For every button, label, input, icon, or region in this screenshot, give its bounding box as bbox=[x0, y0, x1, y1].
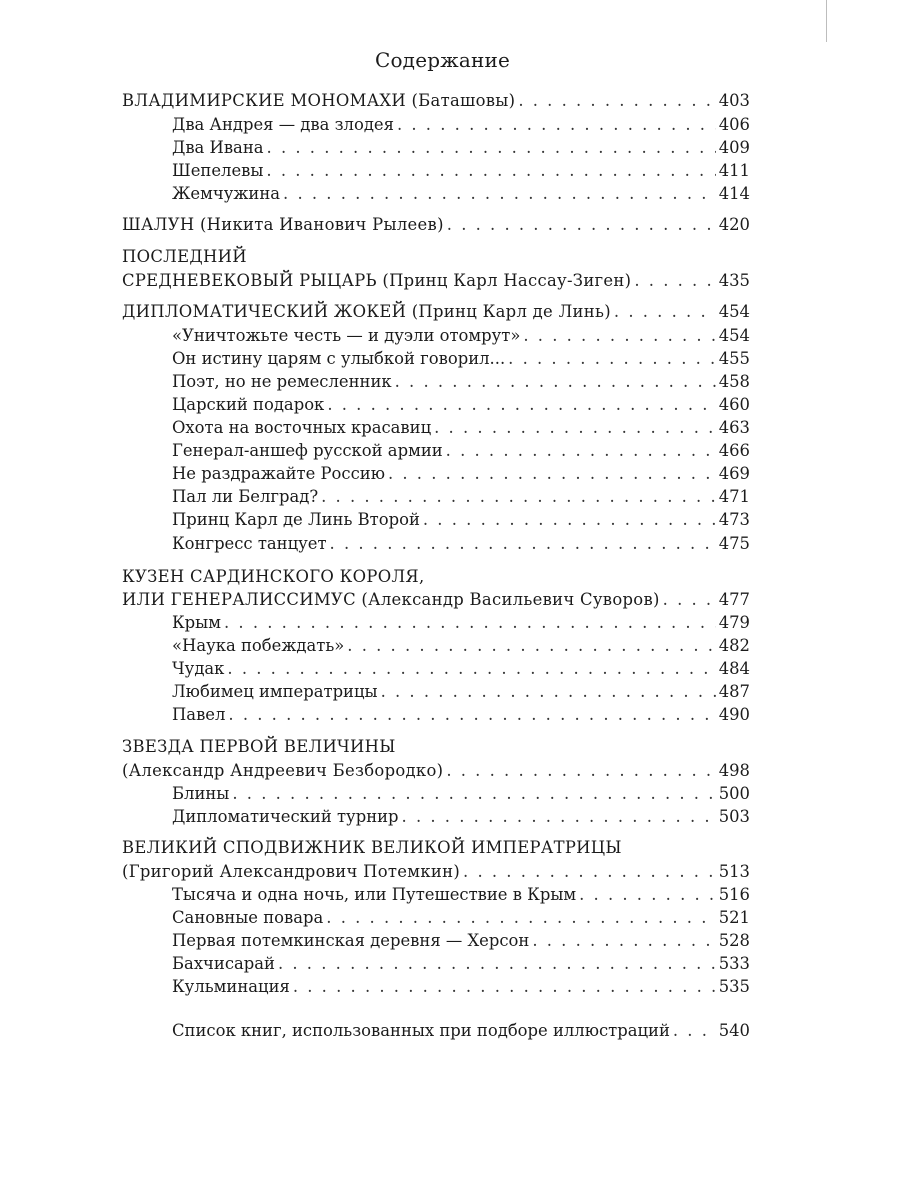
toc-subentry[interactable] bbox=[172, 612, 750, 634]
toc-subentry[interactable] bbox=[172, 907, 750, 929]
dot-leader bbox=[232, 783, 715, 805]
toc-subentry[interactable] bbox=[172, 417, 750, 439]
page-number: 414 bbox=[718, 184, 750, 203]
dot-leader bbox=[266, 160, 715, 182]
entry-title: Первая потемкинская деревня — Херсон bbox=[172, 931, 530, 950]
dot-leader bbox=[293, 976, 716, 998]
page-number: 471 bbox=[718, 487, 750, 506]
toc-subentry[interactable] bbox=[172, 371, 750, 393]
entry-title: Блины bbox=[172, 784, 230, 803]
entry-title: Пал ли Белград? bbox=[172, 487, 319, 506]
toc-entry-potemkin[interactable] bbox=[122, 861, 750, 883]
toc-subentry[interactable] bbox=[172, 463, 750, 485]
page-number: 409 bbox=[718, 138, 750, 157]
entry-title-line1: ПОСЛЕДНИЙ bbox=[122, 247, 247, 266]
toc-entry-ryleev[interactable] bbox=[122, 214, 750, 236]
page-number: 454 bbox=[718, 326, 750, 345]
dot-leader bbox=[224, 612, 716, 634]
entry-title: Не раздражайте Россию bbox=[172, 464, 385, 483]
entry-title: Конгресс танцует bbox=[172, 534, 327, 553]
page-number: 420 bbox=[718, 215, 750, 234]
dot-leader bbox=[381, 681, 716, 703]
dot-leader bbox=[227, 658, 715, 680]
dot-leader bbox=[283, 183, 716, 205]
dot-leader bbox=[327, 394, 715, 416]
entry-title: Сановные повара bbox=[172, 908, 324, 927]
dot-leader bbox=[388, 463, 716, 485]
toc-subentry[interactable] bbox=[172, 681, 750, 703]
page-number: 516 bbox=[718, 885, 750, 904]
page-number: 454 bbox=[718, 302, 750, 321]
toc-subentry[interactable] bbox=[172, 704, 750, 726]
dot-leader bbox=[423, 509, 716, 531]
dot-leader bbox=[523, 325, 715, 347]
entry-title: Чудак bbox=[172, 659, 225, 678]
page-number: 498 bbox=[718, 761, 750, 780]
entry-title: «Уничтожьте честь — и дуэли отомрут» bbox=[172, 326, 521, 345]
toc-subentry[interactable] bbox=[172, 635, 750, 657]
toc-entry-de-ligne[interactable] bbox=[122, 301, 750, 323]
dot-leader bbox=[347, 635, 715, 657]
page-number: 482 bbox=[718, 636, 750, 655]
entry-title: (Александр Андреевич Безбородко) bbox=[122, 761, 444, 780]
dot-leader bbox=[321, 486, 716, 508]
entry-title: Поэт, но не ремесленник bbox=[172, 372, 392, 391]
toc-subentry[interactable] bbox=[172, 884, 750, 906]
entry-title: Царский подарок bbox=[172, 395, 325, 414]
entry-title: ШАЛУН (Никита Иванович Рылеев) bbox=[122, 215, 444, 234]
dot-leader bbox=[326, 907, 715, 929]
toc-subentry[interactable] bbox=[172, 114, 750, 136]
dot-leader bbox=[402, 806, 716, 828]
entry-title: Крым bbox=[172, 613, 221, 632]
toc-subentry[interactable] bbox=[172, 806, 750, 828]
entry-title: (Григорий Александрович Потемкин) bbox=[122, 862, 461, 881]
entry-title: Кульминация bbox=[172, 977, 290, 996]
toc-subentry[interactable] bbox=[172, 533, 750, 555]
toc-subentry[interactable] bbox=[172, 325, 750, 347]
entry-title: Тысяча и одна ночь, или Путешествие в Крым bbox=[172, 885, 577, 904]
page-number: 435 bbox=[718, 271, 750, 290]
toc-subentry[interactable] bbox=[172, 348, 750, 370]
page-number: 411 bbox=[718, 161, 750, 180]
page-number: 484 bbox=[718, 659, 750, 678]
entry-title: Охота на восточных красавиц bbox=[172, 418, 432, 437]
page-number: 540 bbox=[718, 1021, 750, 1040]
dot-leader bbox=[228, 704, 715, 726]
toc-subentry[interactable] bbox=[172, 930, 750, 952]
entry-title: Любимец императрицы bbox=[172, 682, 378, 701]
entry-title: СРЕДНЕВЕКОВЫЙ РЫЦАРЬ (Принц Карл Нассау-Зиген) bbox=[122, 271, 632, 290]
page-number: 500 bbox=[718, 784, 750, 803]
dot-leader bbox=[447, 214, 716, 236]
page-number: 535 bbox=[718, 977, 750, 996]
dot-leader bbox=[395, 371, 716, 393]
page-number: 513 bbox=[718, 862, 750, 881]
entry-title: ИЛИ ГЕНЕРАЛИССИМУС (Александр Васильевич Суворов) bbox=[122, 590, 660, 609]
toc-subentry[interactable] bbox=[172, 183, 750, 205]
entry-title: Принц Карл де Линь Второй bbox=[172, 510, 420, 529]
dot-leader bbox=[397, 114, 716, 136]
page-number: 503 bbox=[718, 807, 750, 826]
dot-leader bbox=[330, 533, 716, 555]
page-number: 490 bbox=[718, 705, 750, 724]
dot-leader bbox=[278, 953, 716, 975]
toc-entry-nassau-siegen[interactable] bbox=[122, 270, 750, 292]
entry-title: Шепелевы bbox=[172, 161, 264, 180]
page-number: 455 bbox=[718, 349, 750, 368]
entry-title: Павел bbox=[172, 705, 226, 724]
entry-title: Он истину царям с улыбкой говорил... bbox=[172, 349, 506, 368]
entry-title: Два Андрея — два злодея bbox=[172, 115, 394, 134]
dot-leader bbox=[673, 1020, 716, 1042]
dot-leader bbox=[532, 930, 715, 952]
toc-subentry[interactable] bbox=[172, 953, 750, 975]
toc-entry-bezborodko[interactable] bbox=[122, 760, 750, 782]
entry-title-line1: ЗВЕЗДА ПЕРВОЙ ВЕЛИЧИНЫ bbox=[122, 737, 396, 756]
entry-title-line1: КУЗЕН САРДИНСКОГО КОРОЛЯ, bbox=[122, 567, 425, 586]
dot-leader bbox=[434, 417, 716, 439]
toc-subentry[interactable] bbox=[172, 783, 750, 805]
toc-subentry[interactable] bbox=[172, 394, 750, 416]
page-number: 466 bbox=[718, 441, 750, 460]
entry-title: Генерал-аншеф русской армии bbox=[172, 441, 443, 460]
page-number: 458 bbox=[718, 372, 750, 391]
toc-subentry[interactable] bbox=[172, 160, 750, 182]
page-number: 487 bbox=[718, 682, 750, 701]
toc-subentry[interactable] bbox=[172, 137, 750, 159]
page-number: 533 bbox=[718, 954, 750, 973]
entry-title: ВЛАДИМИРСКИЕ МОНОМАХИ (Баташовы) bbox=[122, 91, 516, 110]
page-number: 475 bbox=[718, 534, 750, 553]
entry-title: Дипломатический турнир bbox=[172, 807, 399, 826]
entry-title: ДИПЛОМАТИЧЕСКИЙ ЖОКЕЙ (Принц Карл де Линь) bbox=[122, 302, 611, 321]
dot-leader bbox=[579, 884, 716, 906]
page-title: Содержание bbox=[374, 48, 511, 72]
toc-entry-illustrations-bibliography[interactable] bbox=[172, 1020, 750, 1042]
toc-subentry[interactable] bbox=[172, 976, 750, 998]
entry-title: Бахчисарай bbox=[172, 954, 275, 973]
entry-title: Жемчужина bbox=[172, 184, 281, 203]
dot-leader bbox=[267, 137, 716, 159]
dot-leader bbox=[634, 270, 715, 292]
toc-subentry[interactable] bbox=[172, 658, 750, 680]
toc-subentry[interactable] bbox=[172, 509, 750, 531]
dot-leader bbox=[518, 90, 715, 112]
page-number: 521 bbox=[718, 908, 750, 927]
toc-entry-suvorov[interactable] bbox=[122, 589, 750, 611]
page-number: 473 bbox=[718, 510, 750, 529]
page-number: 528 bbox=[718, 931, 750, 950]
toc-entry-batashovy[interactable] bbox=[122, 90, 750, 112]
page-number: 463 bbox=[718, 418, 750, 437]
page-number: 460 bbox=[718, 395, 750, 414]
page-number: 406 bbox=[718, 115, 750, 134]
page-number: 469 bbox=[718, 464, 750, 483]
dot-leader bbox=[463, 861, 716, 883]
entry-title: «Наука побеждать» bbox=[172, 636, 345, 655]
entry-title: Два Ивана bbox=[172, 138, 264, 157]
dot-leader bbox=[614, 301, 716, 323]
dot-leader bbox=[663, 589, 716, 611]
dot-leader bbox=[446, 760, 715, 782]
page-number: 477 bbox=[718, 590, 750, 609]
dot-leader bbox=[508, 348, 716, 370]
entry-title-line1: ВЕЛИКИЙ СПОДВИЖНИК ВЕЛИКОЙ ИМПЕРАТРИЦЫ bbox=[122, 838, 622, 857]
page-number: 403 bbox=[718, 91, 750, 110]
toc-subentry[interactable] bbox=[172, 440, 750, 462]
toc-subentry[interactable] bbox=[172, 486, 750, 508]
dot-leader bbox=[446, 440, 716, 462]
entry-title: Список книг, использованных при подборе иллюстраций bbox=[172, 1021, 670, 1040]
page-number: 479 bbox=[718, 613, 750, 632]
